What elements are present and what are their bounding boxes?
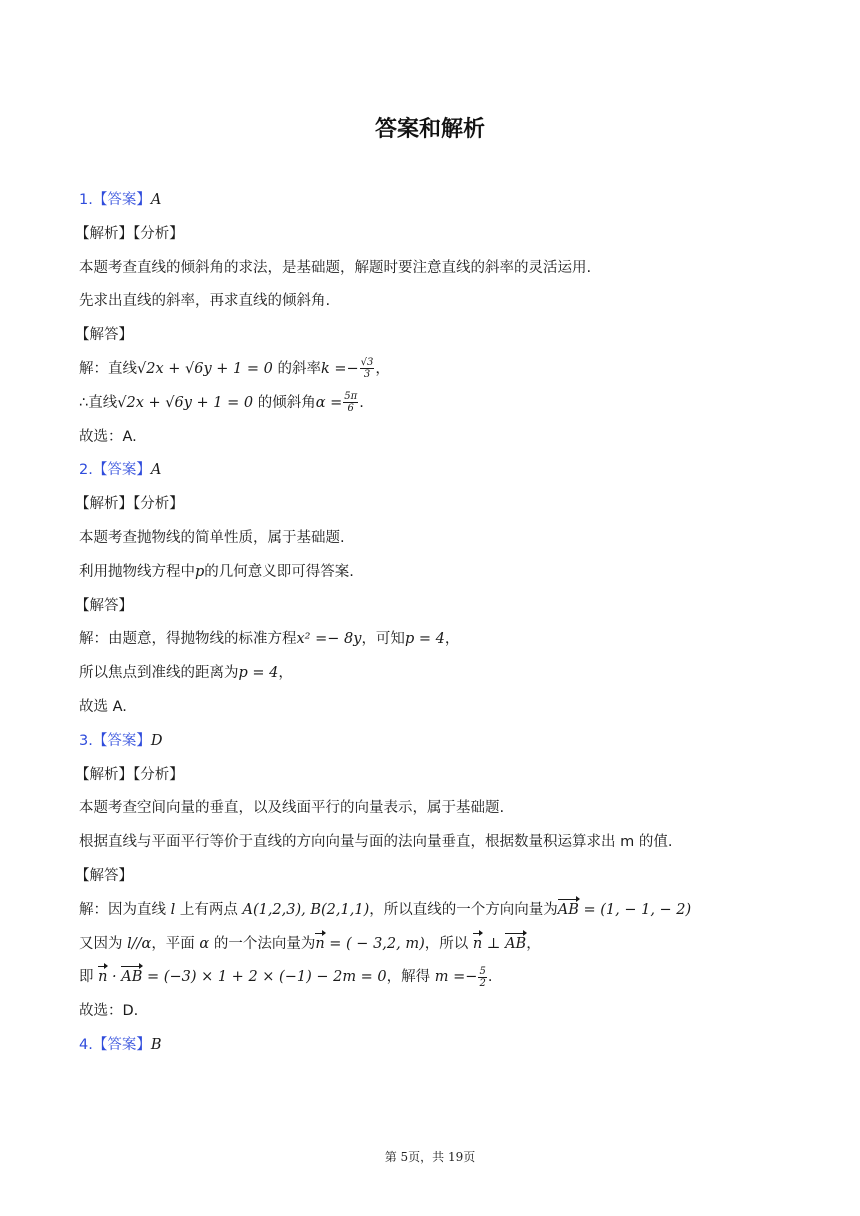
- q3-analysis-1: 本题考查空间向量的垂直，以及线面平行的向量表示，属于基础题.: [79, 800, 505, 817]
- q4-head: 4.【答案】: [79, 1036, 151, 1053]
- q2-sol1-pre: 解：由题意，得抛物线的标准方程: [79, 631, 297, 648]
- q3-sol2-relation: l//α: [127, 935, 152, 952]
- q3-head: 3.【答案】: [79, 732, 151, 749]
- page-footer: 第 5页，共 19页: [384, 1150, 476, 1164]
- q2-sol1-equation: x² =− 8y: [296, 631, 362, 648]
- q3-sol2-vector-n: n: [315, 930, 324, 958]
- q1-sol2-end: .: [359, 394, 364, 411]
- q1-solution-2: [79, 389, 779, 423]
- q3-sol2-mid: ，平面: [151, 935, 200, 952]
- q1-sol2-den: 6: [347, 403, 354, 415]
- q3-tags: 【解析】【分析】: [75, 766, 184, 783]
- q3-choice: 故选：D.: [79, 1003, 139, 1020]
- q3-sol3-pre: 即: [79, 969, 99, 986]
- q2-analysis2-p: p: [195, 563, 205, 580]
- q2-sol2-p: p = 4: [238, 665, 279, 682]
- q1-sol2-fraction: [343, 391, 358, 414]
- q2-sol1-p: p = 4: [404, 631, 445, 648]
- page-title: 答案和解析: [374, 117, 485, 142]
- q1-sol1-den: 3: [363, 369, 371, 381]
- q3-sol3-end: .: [487, 969, 493, 986]
- q3-sol2-mid2: 的一个法向量为: [209, 935, 316, 952]
- q3-sol1-pre: 解：因为直线: [79, 901, 171, 918]
- q3-sol2-perp: ⊥: [482, 935, 506, 952]
- q3-sol2-value: = ( − 3,2, m): [324, 935, 425, 952]
- q3-answer-line: [79, 727, 779, 761]
- q2-sol2-pre: 所以焦点到准线的距离为: [79, 665, 239, 682]
- q3-sol1-value: = (1, − 1, − 2): [578, 901, 692, 918]
- q2-sol2-end: ，: [278, 665, 293, 682]
- q1-sol1-end: ，: [375, 360, 390, 377]
- q1-sol2-num: 5π: [344, 391, 358, 403]
- q1-solution-1: [79, 355, 779, 389]
- q3-sol3-expression: = (−3) × 1 + 2 × (−1) − 2m = 0: [142, 969, 387, 986]
- q3-solution-2: [79, 930, 779, 964]
- q3-sol1-l: l: [170, 901, 176, 918]
- q3-analysis-2: 根据直线与平面平行等价于直线的方向向量与面的法向量垂直，根据数量积运算求出 m 的值.: [79, 834, 673, 851]
- q2-analysis2-post: 的几何意义即可得答案.: [204, 563, 354, 580]
- q1-choice: 故选：A.: [79, 428, 137, 445]
- q1-sol1-mid: 的斜率: [272, 360, 321, 377]
- q4-answer: B: [150, 1036, 162, 1053]
- q3-answer: D: [150, 732, 163, 749]
- answer-content: [75, 186, 779, 1065]
- q1-solution-tag: 【解答】: [75, 327, 133, 344]
- q1-sol2-equation: √2x + √6y + 1 = 0: [117, 394, 254, 411]
- q2-sol1-end: ，: [444, 631, 460, 648]
- q3-sol1-points: A(1,2,3), B(2,1,1): [242, 901, 370, 918]
- q2-solution-tag: 【解答】: [75, 597, 133, 614]
- q3-sol3-fraction: [478, 966, 486, 989]
- q3-sol1-mid2: ，所以直线的一个方向向量为: [369, 901, 558, 918]
- q2-choice: 故选 A.: [79, 698, 127, 715]
- q3-sol2-vector-ab: AB: [505, 930, 526, 958]
- q3-sol1-vector-ab: AB: [558, 896, 579, 924]
- q1-analysis-2: 先求出直线的斜率，再求直线的倾斜角.: [79, 293, 331, 310]
- q3-solution-tag: 【解答】: [75, 867, 133, 884]
- q3-sol3-vector-ab: AB: [121, 963, 142, 991]
- q1-sol1-pre: 解：直线: [79, 360, 137, 377]
- q3-sol2-mid3: ，所以: [424, 935, 473, 952]
- q1-sol2-alpha: α =: [315, 394, 343, 411]
- q1-sol1-fraction: [360, 357, 375, 380]
- q1-sol1-k: k =−: [320, 360, 359, 377]
- q2-answer-line: [79, 456, 779, 490]
- q2-solution-1: [79, 625, 779, 659]
- q3-sol1-mid: 上有两点: [175, 901, 243, 918]
- q3-sol2-vector-n-2: n: [473, 930, 482, 958]
- q3-sol2-pre: 又因为: [79, 935, 128, 952]
- q3-sol3-m: m =−: [434, 969, 478, 986]
- q3-sol3-den: 2: [479, 977, 486, 989]
- q3-sol2-alpha: α: [199, 935, 210, 952]
- q2-solution-2: [79, 659, 779, 693]
- q1-answer: A: [150, 192, 162, 208]
- q2-analysis-1: 本题考查抛物线的简单性质，属于基础题.: [79, 529, 345, 546]
- q1-analysis-1: 本题考查直线的倾斜角的求法，是基础题，解题时要注意直线的斜率的灵活运用.: [79, 259, 592, 276]
- q3-solution-3: 即 n · AB = (−3) × 1 + 2 × (−1) − 2m = 0，解得 m =− $\frac{5}{2}$ .: [79, 963, 779, 997]
- q1-sol1-equation: √2x + √6y + 1 = 0: [137, 360, 273, 377]
- q2-analysis-2: [79, 558, 779, 592]
- q1-sol2-pre: ∴直线: [79, 394, 118, 411]
- q3-sol3-vector-n: n: [98, 963, 107, 991]
- q2-sol1-mid: ，可知: [361, 631, 405, 648]
- q2-answer: A: [150, 462, 162, 479]
- q2-analysis2-pre: 利用抛物线方程中: [79, 563, 195, 580]
- q3-sol2-end: ，: [526, 935, 541, 952]
- q2-tags: 【解析】【分析】: [75, 496, 184, 513]
- q1-tags: 【解析】【分析】: [75, 225, 184, 242]
- q3-sol3-num: 5: [479, 965, 486, 977]
- q3-sol3-mid: ，解得: [386, 969, 435, 986]
- q1-sol2-mid: 的倾斜角: [253, 394, 316, 411]
- q1-head: 1.【答案】: [79, 192, 151, 208]
- q1-sol1-num: √3: [360, 357, 374, 369]
- q3-solution-1: [79, 896, 779, 930]
- q2-head: 2.【答案】: [79, 462, 151, 479]
- q1-answer-line: [79, 186, 779, 220]
- q4-answer-line: [79, 1031, 779, 1065]
